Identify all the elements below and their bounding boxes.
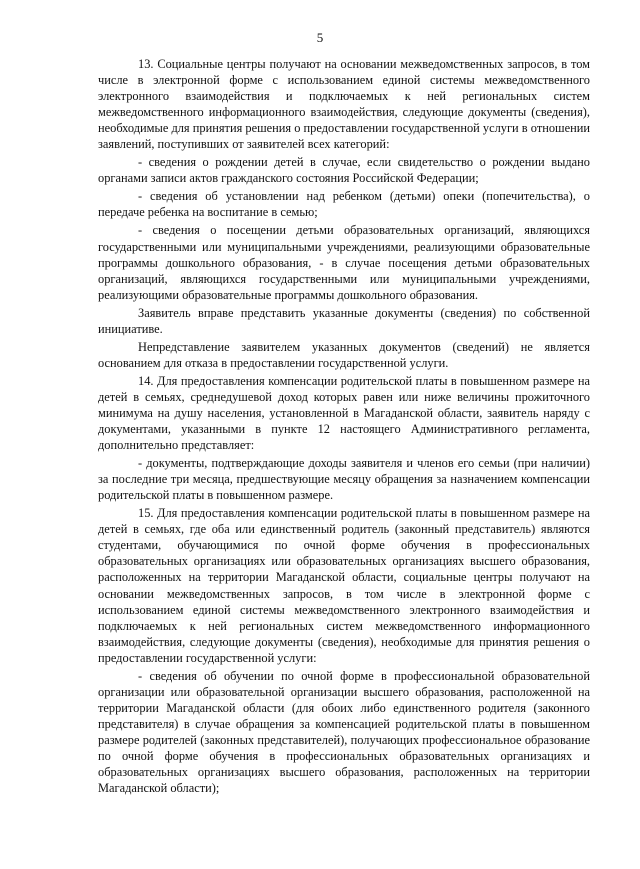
paragraph-15: 15. Для предоставления компенсации родительской платы в повышенном размере на детей в семьях, где оба или единственный родитель (законный представитель) являются студентами, обучающимися по очной форме обучения в профессиональных образовательных организациях или образовательных организациях высшего образования, расположенных на территории Магаданской области, социальные центры получают на основании межведомственных запросов, в том числе в электронной форме с использованием единой системы межведомственного электронного взаимодействия и подключаемых к ней региональных систем межведомственного информационного взаимодействия, следующие документы (сведения), необходимые для принятия решения о предоставлении государственной услуги: bbox=[98, 506, 590, 665]
paragraph-14: 14. Для предоставления компенсации родительской платы в повышенном размере на детей в семьях, среднедушевой доход которых равен или ниже величины прожиточного минимума на душу населения, установленной в Магаданской области, заявитель наряду с документами, указанными в пункте 12 настоящего Административного регламента, дополнительно представляет: bbox=[98, 373, 590, 453]
paragraph-own-initiative: Заявитель вправе представить указанные документы (сведения) по собственной инициативе. bbox=[98, 305, 590, 336]
list-item-study-info: - сведения об обучении по очной форме в профессиональной образовательной организации или образовательной организации высшего образования, расположенной на территории Магаданской области (для обоих либо единственного родителя (законного представителя) в случае обращения за компенсацией родительской платы в повышенном размере родителей (законных представителей), получающих профессиональное образование по очной форме обучения в профессиональных образовательных организациях и образовательных организациях высшего образования, расположенных на территории Магаданской области); bbox=[98, 668, 590, 796]
list-item-birth-info: - сведения о рождении детей в случае, если свидетельство о рождении выдано органами записи актов гражданского состояния Российской Федерации; bbox=[98, 155, 590, 186]
paragraph-non-submission: Непредставление заявителем указанных документов (сведений) не является основанием для отказа в предоставлении государственной услуги. bbox=[98, 339, 590, 370]
paragraph-13: 13. Социальные центры получают на основании межведомственных запросов, в том числе в электронной форме с использованием единой системы межведомственного электронного взаимодействия и подключаемых к ней региональных систем межведомственного информационного взаимодействия, следующие документы (сведения), необходимые для принятия решения о предоставлении государственной услуги в отношении заявлений, поступивших от заявителей всех категорий: bbox=[98, 57, 590, 152]
list-item-guardianship-info: - сведения об установлении над ребенком (детьми) опеки (попечительства), о передаче ребенка на воспитание в семью; bbox=[98, 189, 590, 220]
document-body bbox=[98, 56, 590, 798]
page-number: 5 bbox=[316, 30, 324, 45]
list-item-income-documents: - документы, подтверждающие доходы заявителя и членов его семьи (при наличии) за последние три месяца, предшествующие месяцу обращения за назначением компенсации родительской платы в повышенном размере. bbox=[98, 456, 590, 503]
list-item-education-attendance-info: - сведения о посещении детьми образовательных организаций, являющихся государственными или муниципальными учреждениями, реализующими образовательные программы дошкольного образования, - в случае посещения детьми образовательных организаций, являющихся государственными или муниципальными учреждениями, реализующими образовательные программы дошкольного образования. bbox=[98, 223, 590, 302]
